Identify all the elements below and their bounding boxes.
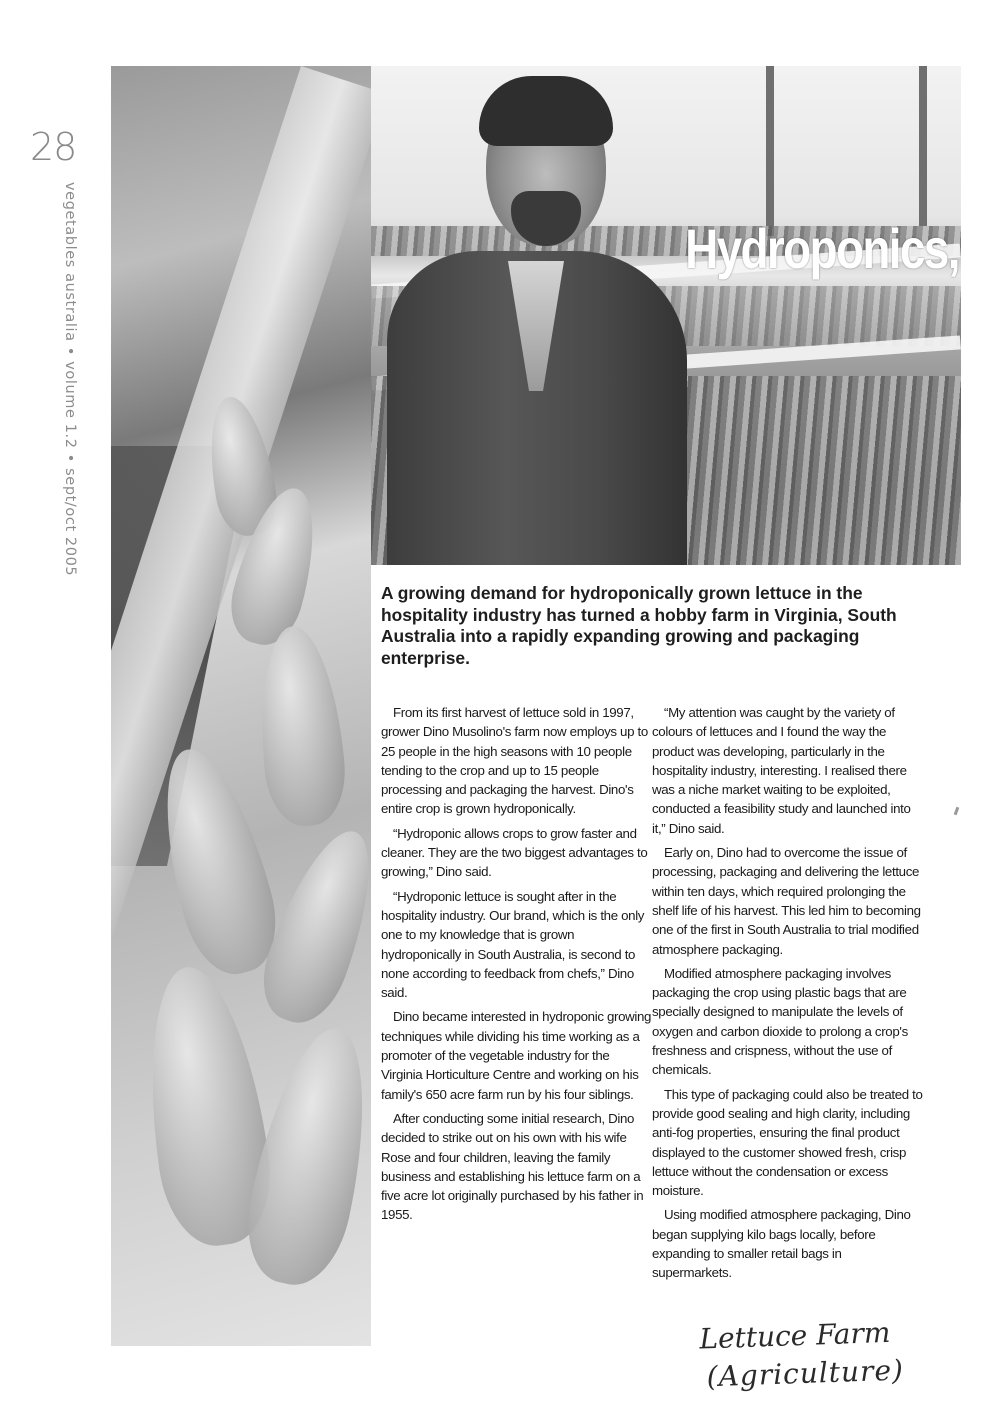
grower-hair (479, 76, 613, 146)
body-paragraph: Modified atmosphere packaging involves packaging the crop using plastic bags that are specially designed to manipulate the levels of oxygen and carbon dioxide to prolong a crop's freshness and crispness, without the use of chemicals. (652, 965, 908, 1078)
greenhouse-pole (766, 66, 774, 236)
body-column-2 (652, 703, 924, 1288)
body-paragraph: “Hydroponic allows crops to grow faster and cleaner. They are the two biggest advantages to growing,” Dino said. (381, 825, 648, 880)
body-paragraph: This type of packaging could also be treated to provide good sealing and high clarity, including anti-fog properties, ensuring the final product displayed to the customer showed fresh, crisp lettuce without the condensation or excess moisture. (652, 1086, 923, 1199)
article-standfirst: A growing demand for hydroponically grown lettuce in the hospitality industry has turned a hobby farm in Virginia, South Australia into a rapidly expanding growing and packaging enterprise. (381, 583, 897, 668)
body-column-1 (381, 703, 653, 1230)
lettuce-leaf (252, 623, 349, 829)
article-headline: Hydroponics, (685, 217, 959, 280)
annotation-line-1: Lettuce Farm (698, 1315, 891, 1356)
body-paragraph: “My attention was caught by the variety of colours of lettuces and I found the way the product was developing, particularly in the hospitality industry, interesting. I realised there was a niche market waiting to be exploited, conducted a feasibility study and launched into it,” Dino said. (652, 705, 911, 836)
body-paragraph: After conducting some initial research, Dino decided to strike out on his own with his wife Rose and four children, leaving the family business and establishing his lettuce farm on a five acre lot originally purchased by his father in 1955. (381, 1110, 644, 1223)
body-paragraph: Using modified atmosphere packaging, Dino began supplying kilo bags locally, before expanding to smaller retail bags in supermarkets. (652, 1207, 911, 1281)
body-paragraph: Early on, Dino had to overcome the issue of processing, packaging and delivering the lettuce within ten days, which required prolonging the shelf life of his harvest. This led him to becoming one of the first in South Australia to trial modified atmosphere packaging. (652, 845, 921, 957)
body-paragraph: “Hydroponic lettuce is sought after in the hospitality industry. Our brand, which is the only one to my knowledge that is grown hydroponically in South Australia, is second to none according to feedback from chefs,” Dino said. (381, 888, 645, 1001)
annotation-line-2: (Agriculture) (706, 1353, 905, 1394)
scan-artifact (954, 807, 960, 816)
greenhouse-pole (919, 66, 927, 226)
page-number: 28 (30, 125, 77, 169)
lettuce-photo (111, 66, 371, 1346)
body-paragraph: Dino became interested in hydroponic growing techniques while dividing his time working as a promoter of the vegetable industry for the Virginia Horticulture Centre and working on his family's 650 acre farm run by his four siblings. (381, 1009, 652, 1102)
grower-portrait-photo (371, 66, 961, 565)
body-paragraph: From its first harvest of lettuce sold in 1997, grower Dino Musolino's farm now employs up to 25 people in the high seasons with 10 people tending to the crop and up to 15 people processing and packaging the harvest. Dino's entire crop is grown hydroponically. (381, 705, 648, 817)
running-head: vegetables australia • volume 1.2 • sept/oct 2005 (62, 182, 78, 577)
handwritten-annotation (699, 1311, 961, 1396)
